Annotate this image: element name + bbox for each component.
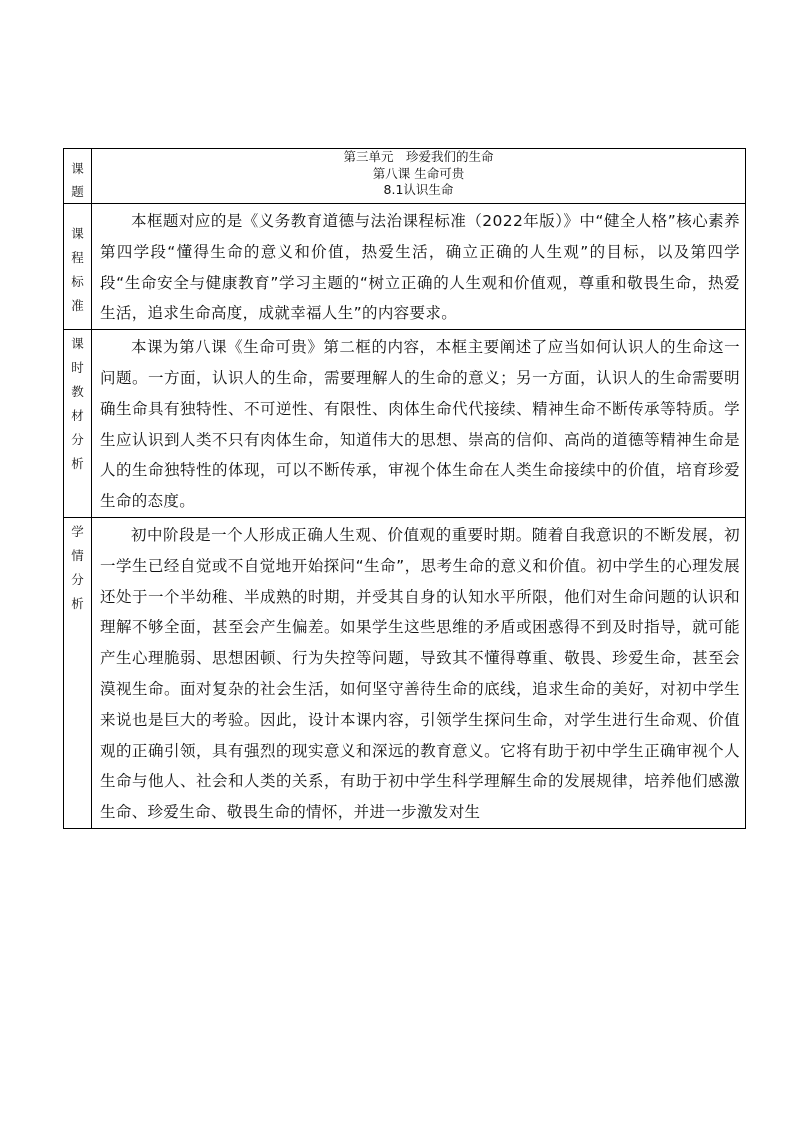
material-label-char: 教 xyxy=(71,384,84,400)
students-text: 初中阶段是一个人形成正确人生观、价值观的重要时期。随着自我意识的不断发展，初一学生已经自觉或不自觉地开始探问“生命”，思考生命的意义和价值。初中学生的心理发展还处于一个半幼稚、半成熟的时期，并受其自身的认知水平所限，他们对生命问题的认识和理解不够全面，甚至会产生偏差。如果学生这些思维的矛盾或困惑得不到及时指导，就可能产生心理脆弱、思想困顿、行为失控等问题，导致其不懂得尊重、敬畏、珍爱生命，甚至会漠视生命。面对复杂的社会生活，如何坚守善待生命的底线，追求生命的美好，对初中学生来说也是巨大的考验。因此，设计本课内容，引领学生探问生命，对学生进行生命观、价值观的正确引领，具有强烈的现实意义和深远的教育意义。它将有助于初中学生正确审视个人生命与他人、社会和人类的关系，有助于初中学生科学理解生命的发展规律，培养他们感激生命、珍爱生命、敬畏生命的情怀，并进一步激发对生 xyxy=(100,525,740,822)
material-row xyxy=(64,330,746,518)
students-content-cell xyxy=(92,517,746,828)
standard-row xyxy=(64,204,746,330)
material-label-char: 析 xyxy=(71,456,84,472)
material-label-char: 分 xyxy=(71,432,84,448)
students-label-char: 分 xyxy=(71,571,84,587)
material-text: 本课为第八课《生命可贵》第二框的内容，本框主要阐述了应当如何认识人的生命这一问题。一方面，认识人的生命，需要理解人的生命的意义；另一方面，认识人的生命需要明确生命具有独特性、不可逆性、有限性、肉体生命代代接续、精神生命不断传承等特质。学生应认识到人类不只有肉体生命，知道伟大的思想、崇高的信仰、高尚的道德等精神生命是人的生命独特性的体现，可以不断传承，审视个体生命在人类生命接续中的价值，培育珍爱生命的态度。 xyxy=(100,338,740,511)
material-label-char: 时 xyxy=(71,360,84,376)
title-label-char: 题 xyxy=(71,184,84,199)
standard-label-char: 课 xyxy=(71,226,84,241)
title-row xyxy=(64,149,746,204)
students-row xyxy=(64,517,746,828)
title-label xyxy=(64,149,91,203)
lesson-title: 第八课 生命可贵 xyxy=(372,165,465,181)
material-content-cell xyxy=(92,330,746,518)
students-label-cell xyxy=(64,517,92,828)
title-label-cell xyxy=(64,149,92,204)
title-content-cell xyxy=(92,149,746,204)
standard-label-char: 程 xyxy=(71,250,84,265)
standard-label-char: 标 xyxy=(71,274,84,289)
standard-label-char: 准 xyxy=(71,298,84,313)
students-label-char: 情 xyxy=(71,547,84,563)
lesson-plan-table xyxy=(63,148,746,829)
standard-text: 本框题对应的是《义务教育道德与法治课程标准（2022年版）》中“健全人格”核心素养第四学段“懂得生命的意义和价值，热爱生活，确立正确的人生观”的目标，以及第四学段“生命安全与健康教育”学习主题的“树立正确的人生观和价值观，尊重和敬畏生命，热爱生活，追求生命高度，成就幸福人生”的内容要求。 xyxy=(100,212,740,323)
standard-content-cell xyxy=(92,204,746,330)
standard-label xyxy=(64,204,91,318)
material-label xyxy=(64,330,91,476)
section-title: 8.1认识生命 xyxy=(383,182,454,197)
standard-label-cell xyxy=(64,204,92,330)
students-label-char: 学 xyxy=(71,523,84,539)
material-label-cell xyxy=(64,330,92,518)
students-label xyxy=(64,518,91,616)
material-label-char: 材 xyxy=(71,408,84,424)
title-label-char: 课 xyxy=(71,161,84,176)
students-label-char: 析 xyxy=(71,595,84,611)
material-label-char: 课 xyxy=(71,336,84,352)
unit-title: 第三单元 珍爱我们的生命 xyxy=(343,149,494,164)
